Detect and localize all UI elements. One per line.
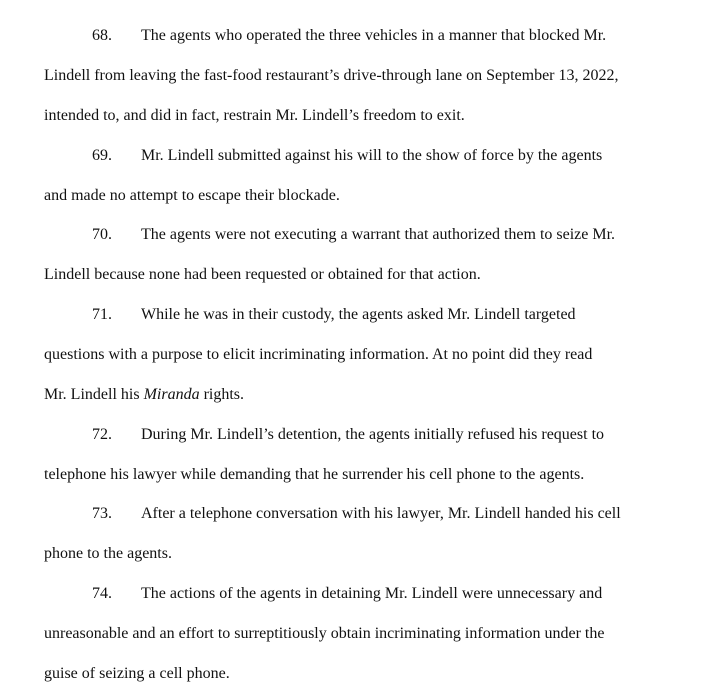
paragraph-first-line xyxy=(44,136,684,176)
case-name-italic: Miranda xyxy=(143,386,200,403)
paragraph-text: phone to the agents. xyxy=(44,545,172,562)
paragraph-first-line xyxy=(44,16,684,56)
paragraph-text: and made no attempt to escape their blockade. xyxy=(44,187,340,204)
paragraph-number: 73. xyxy=(92,505,112,522)
paragraph-69 xyxy=(44,136,684,216)
paragraph-first-line xyxy=(44,295,684,335)
paragraph-number: 70. xyxy=(92,226,112,243)
paragraph-first-line xyxy=(44,574,684,614)
paragraph-number: 68. xyxy=(92,27,112,44)
paragraph-number: 74. xyxy=(92,585,112,602)
paragraph-number: 71. xyxy=(92,306,112,323)
paragraph-text: Lindell from leaving the fast-food restaurant’s drive-through lane on September 13, 2022, xyxy=(44,67,619,84)
paragraph-text: Lindell because none had been requested or obtained for that action. xyxy=(44,266,481,283)
paragraph-text: The actions of the agents in detaining Mr. Lindell were unnecessary and xyxy=(141,585,603,602)
paragraph-first-line xyxy=(44,415,684,455)
paragraph-text: The agents who operated the three vehicles in a manner that blocked Mr. xyxy=(141,27,607,44)
paragraph-text: The agents were not executing a warrant that authorized them to seize Mr. xyxy=(141,226,616,243)
paragraph-74 xyxy=(44,574,684,694)
paragraph-text: rights. xyxy=(199,386,245,403)
paragraph-text: questions with a purpose to elicit incriminating information. At no point did they read xyxy=(44,346,593,363)
paragraph-first-line xyxy=(44,494,684,534)
paragraph-text: After a telephone conversation with his lawyer, Mr. Lindell handed his cell xyxy=(141,505,621,522)
paragraph-text: Mr. Lindell submitted against his will to the show of force by the agents xyxy=(141,147,603,164)
paragraph-last-line xyxy=(44,375,684,415)
paragraph-72 xyxy=(44,415,684,495)
paragraph-first-line xyxy=(44,215,684,255)
paragraph-text: During Mr. Lindell’s detention, the agents initially refused his request to xyxy=(141,426,605,443)
paragraph-73 xyxy=(44,494,684,574)
paragraph-text: While he was in their custody, the agents asked Mr. Lindell targeted xyxy=(141,306,576,323)
paragraph-68 xyxy=(44,16,684,136)
paragraph-text: unreasonable and an effort to surreptitiously obtain incriminating information under the xyxy=(44,625,605,642)
paragraph-text: intended to, and did in fact, restrain Mr. Lindell’s freedom to exit. xyxy=(44,107,465,124)
paragraph-text: guise of seizing a cell phone. xyxy=(44,665,230,682)
paragraph-70 xyxy=(44,215,684,295)
paragraph-text: Mr. Lindell his xyxy=(44,386,144,403)
paragraph-71 xyxy=(44,295,684,415)
paragraph-text: telephone his lawyer while demanding that he surrender his cell phone to the agents. xyxy=(44,466,585,483)
paragraph-number: 72. xyxy=(92,426,112,443)
paragraph-number: 69. xyxy=(92,147,112,164)
